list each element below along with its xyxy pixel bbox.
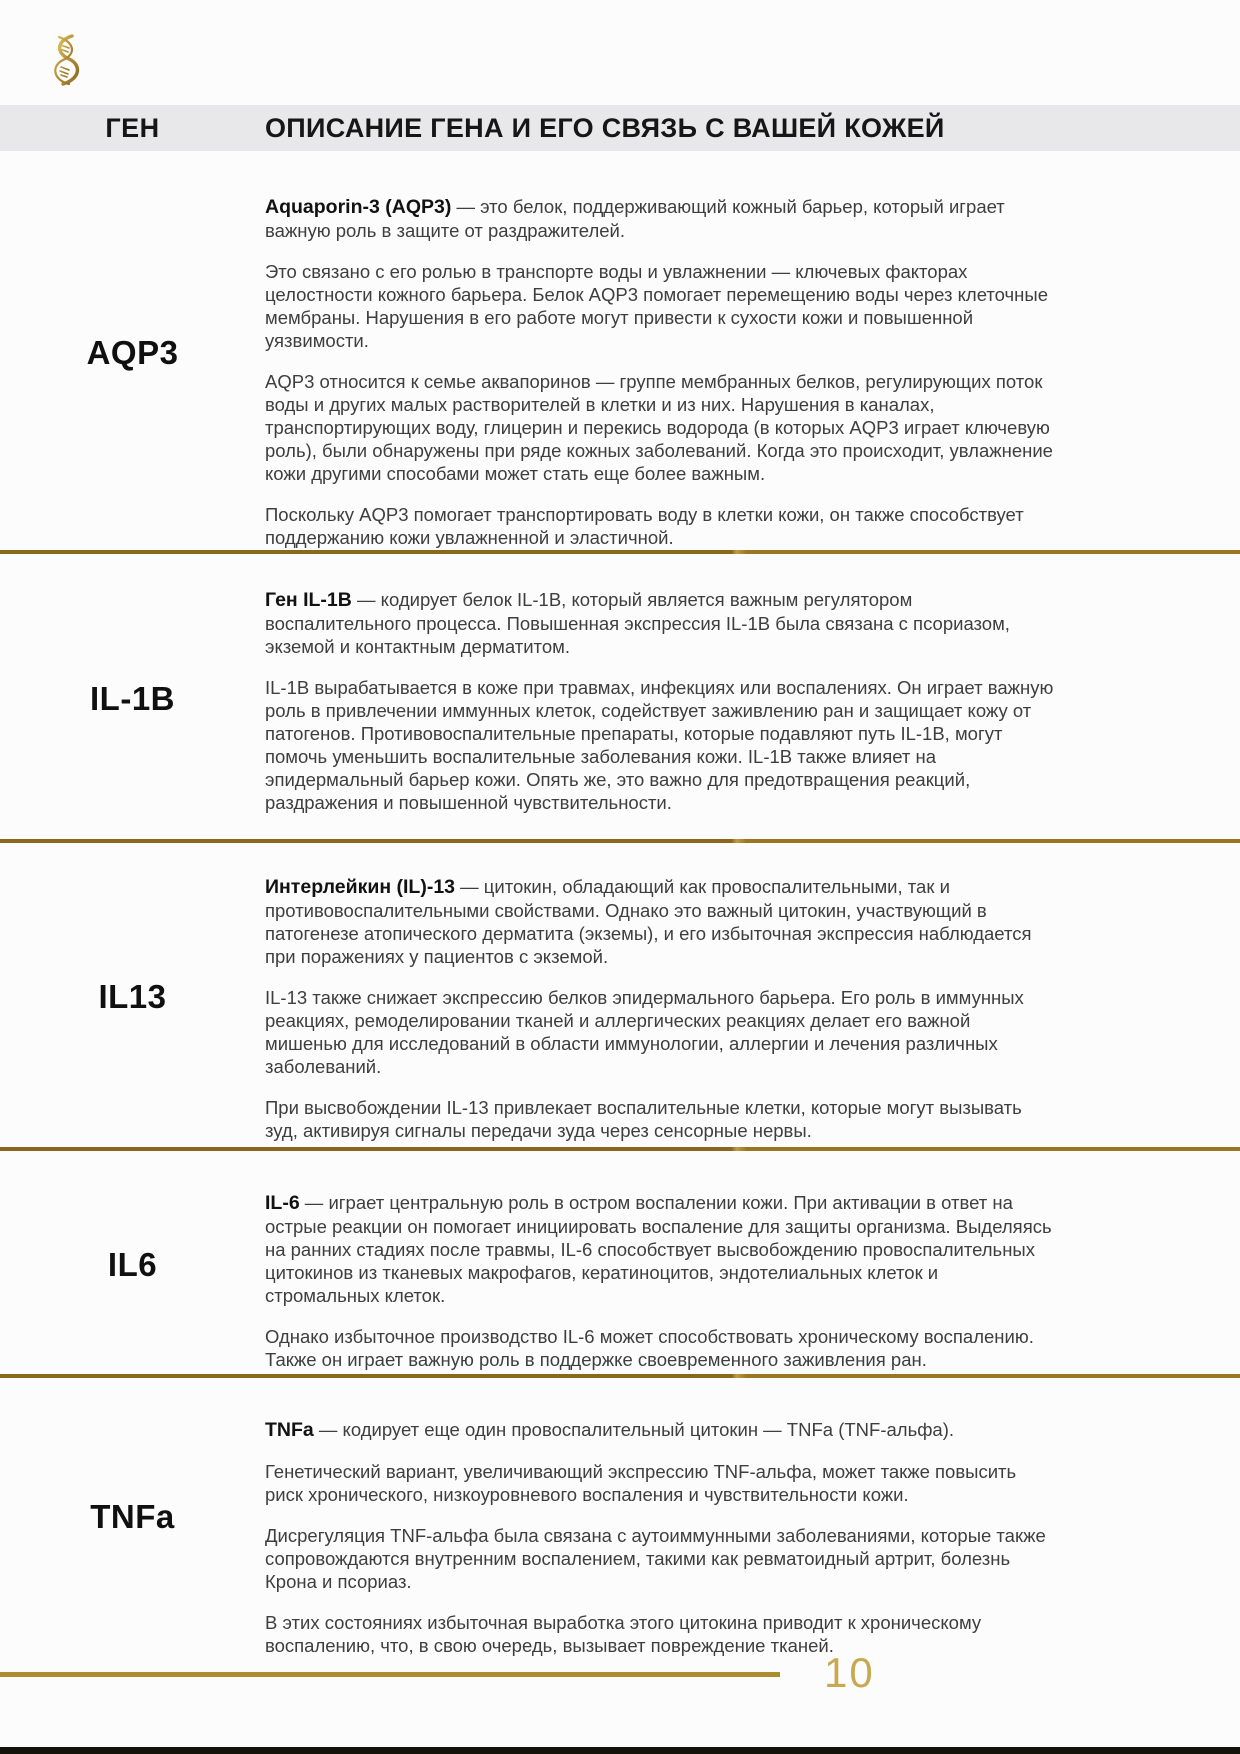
gene-lead-text: IL-6	[265, 1192, 300, 1214]
description-paragraph: Поскольку AQP3 помогает транспортировать воду в клетки кожи, он также способствует поддержанию кожи увлажненной и эластичной.	[265, 504, 1024, 548]
footer-divider-line	[0, 1672, 780, 1677]
gene-description	[265, 554, 1055, 843]
gene-name-label: TNFa	[90, 1498, 175, 1535]
description-paragraph: IL-6 — играет центральную роль в остром воспалении кожи. При активации в ответ на острые реакции он помогает инициировать воспаление для защиты организма. Выделяясь на ранних стадиях после травмы, IL-6 способствует высвобождению провоспалительных цитокинов из тканевых макрофагов, кератиноцитов, эндотелиальных клеток и стромальных клеток.	[265, 1192, 1052, 1306]
description-paragraph: В этих состояниях избыточная выработка этого цитокина приводит к хроническому воспалению, что, в свою очередь, вызывает повреждение тканей.	[265, 1612, 982, 1656]
description-paragraph: IL-13 также снижает экспрессию белков эпидермального барьера. Его роль в иммунных реакциях, ремоделировании тканей и аллергических реакциях делает его важной мишенью для исследований в области иммунологии, аллергии и лечения различных заболеваний.	[265, 987, 1024, 1077]
gene-section	[0, 1151, 1240, 1378]
description-paragraph: Ген IL-1B — кодирует белок IL-1B, который является важным регулятором воспалительного процесса. Повышенная экспрессия IL-1B была связана с псориазом, экземой и контактным дерматитом.	[265, 589, 1010, 657]
description-paragraph: Aquaporin-3 (AQP3) — это белок, поддерживающий кожный барьер, который играет важную роль в защите от раздражителей.	[265, 196, 1005, 241]
gene-section	[0, 843, 1240, 1151]
gene-label-column	[0, 554, 265, 843]
header-description-column-label: ОПИСАНИЕ ГЕНА И ЕГО СВЯЗЬ С ВАШЕЙ КОЖЕЙ	[265, 112, 945, 143]
gene-label-column	[0, 1151, 265, 1378]
description-paragraph: Это связано с его ролью в транспорте воды и увлажнении — ключевых факторах целостности кожного барьера. Белок AQP3 помогает перемещению воды через клеточные мембраны. Нарушения в его работе могут привести к сухости кожи и повышенной уязвимости.	[265, 261, 1048, 351]
gene-label-column	[0, 151, 265, 554]
description-paragraph: TNFa — кодирует еще один провоспалительный цитокин — TNFa (TNF-альфа).	[265, 1419, 955, 1441]
gene-lead-text: TNFa	[265, 1419, 314, 1441]
gene-section	[0, 554, 1240, 843]
gene-lead-text: Интерлейкин (IL)-13	[265, 876, 456, 898]
page-number: 10	[824, 1649, 875, 1696]
gene-section	[0, 1378, 1240, 1656]
dna-helix-icon	[48, 34, 82, 86]
gene-sections-list	[0, 151, 1240, 1656]
bottom-edge-bar	[0, 1747, 1240, 1754]
gene-label-column	[0, 843, 265, 1151]
description-paragraph: При высвобождении IL-13 привлекает воспалительные клетки, которые могут вызывать зуд, активируя сигналы передачи зуда через сенсорные нервы.	[265, 1097, 1022, 1141]
description-paragraph: Однако избыточное производство IL-6 может способствовать хроническому воспалению. Также он играет важную роль в поддержке своевременного заживления ран.	[265, 1326, 1034, 1370]
gene-description	[265, 843, 1055, 1151]
gene-name-label: AQP3	[86, 333, 179, 371]
gene-lead-text: Aquaporin-3 (AQP3)	[265, 196, 452, 218]
page-footer	[0, 1649, 1240, 1754]
header-gene-column-label: ГЕН	[105, 112, 160, 143]
table-header-row	[0, 105, 1240, 151]
gene-name-label: IL6	[107, 1245, 158, 1283]
gene-name-label: IL13	[98, 978, 167, 1015]
gene-description	[265, 151, 1055, 554]
description-paragraph: Дисрегуляция TNF-альфа была связана с аутоиммунными заболеваниями, которые также сопровождаются внутренним воспалением, такими как ревматоидный артрит, болезнь Крона и псориаз.	[265, 1525, 1046, 1592]
description-paragraph: AQP3 относится к семье аквапоринов — группе мембранных белков, регулирующих поток воды и других малых растворителей в клетки и из них. Нарушения в каналах, транспортирующих воду, глицерин и перекись водорода (в которых AQP3 играет ключевую роль), были обнаружены при ряде кожных заболеваний. Когда это происходит, увлажнение кожи другими способами может стать еще более важным.	[265, 371, 1053, 484]
description-paragraph: IL-1B вырабатывается в коже при травмах, инфекциях или воспалениях. Он играет важную роль в привлечении иммунных клеток, содействует заживлению ран и защищает кожу от патогенов. Противовоспалительные препараты, которые подавляют путь IL-1B, могут помочь уменьшить воспалительные заболевания кожи. IL-1B также влияет на эпидермальный барьер кожи. Опять же, это важно для предотвращения реакций, раздражения и повышенной чувствительности.	[265, 677, 1054, 813]
gene-description	[265, 1151, 1055, 1378]
description-paragraph: Интерлейкин (IL)-13 — цитокин, обладающий как провоспалительными, так и противовоспалительными свойствами. Однако это важный цитокин, участвующий в патогенезе атопического дерматита (экземы), и его избыточная экспрессия наблюдается при поражениях у пациентов с экземой.	[265, 876, 1032, 967]
gene-lead-text: Ген IL-1B	[265, 589, 352, 611]
top-bar	[0, 0, 1240, 105]
description-paragraph: Генетический вариант, увеличивающий экспрессию TNF-альфа, может также повысить риск хронического, низкоуровневого воспаления и чувствительности кожи.	[265, 1461, 1017, 1505]
gene-name-label: IL-1B	[90, 679, 175, 717]
gene-label-column	[0, 1378, 265, 1656]
gene-description	[265, 1378, 1055, 1656]
gene-section	[0, 151, 1240, 554]
